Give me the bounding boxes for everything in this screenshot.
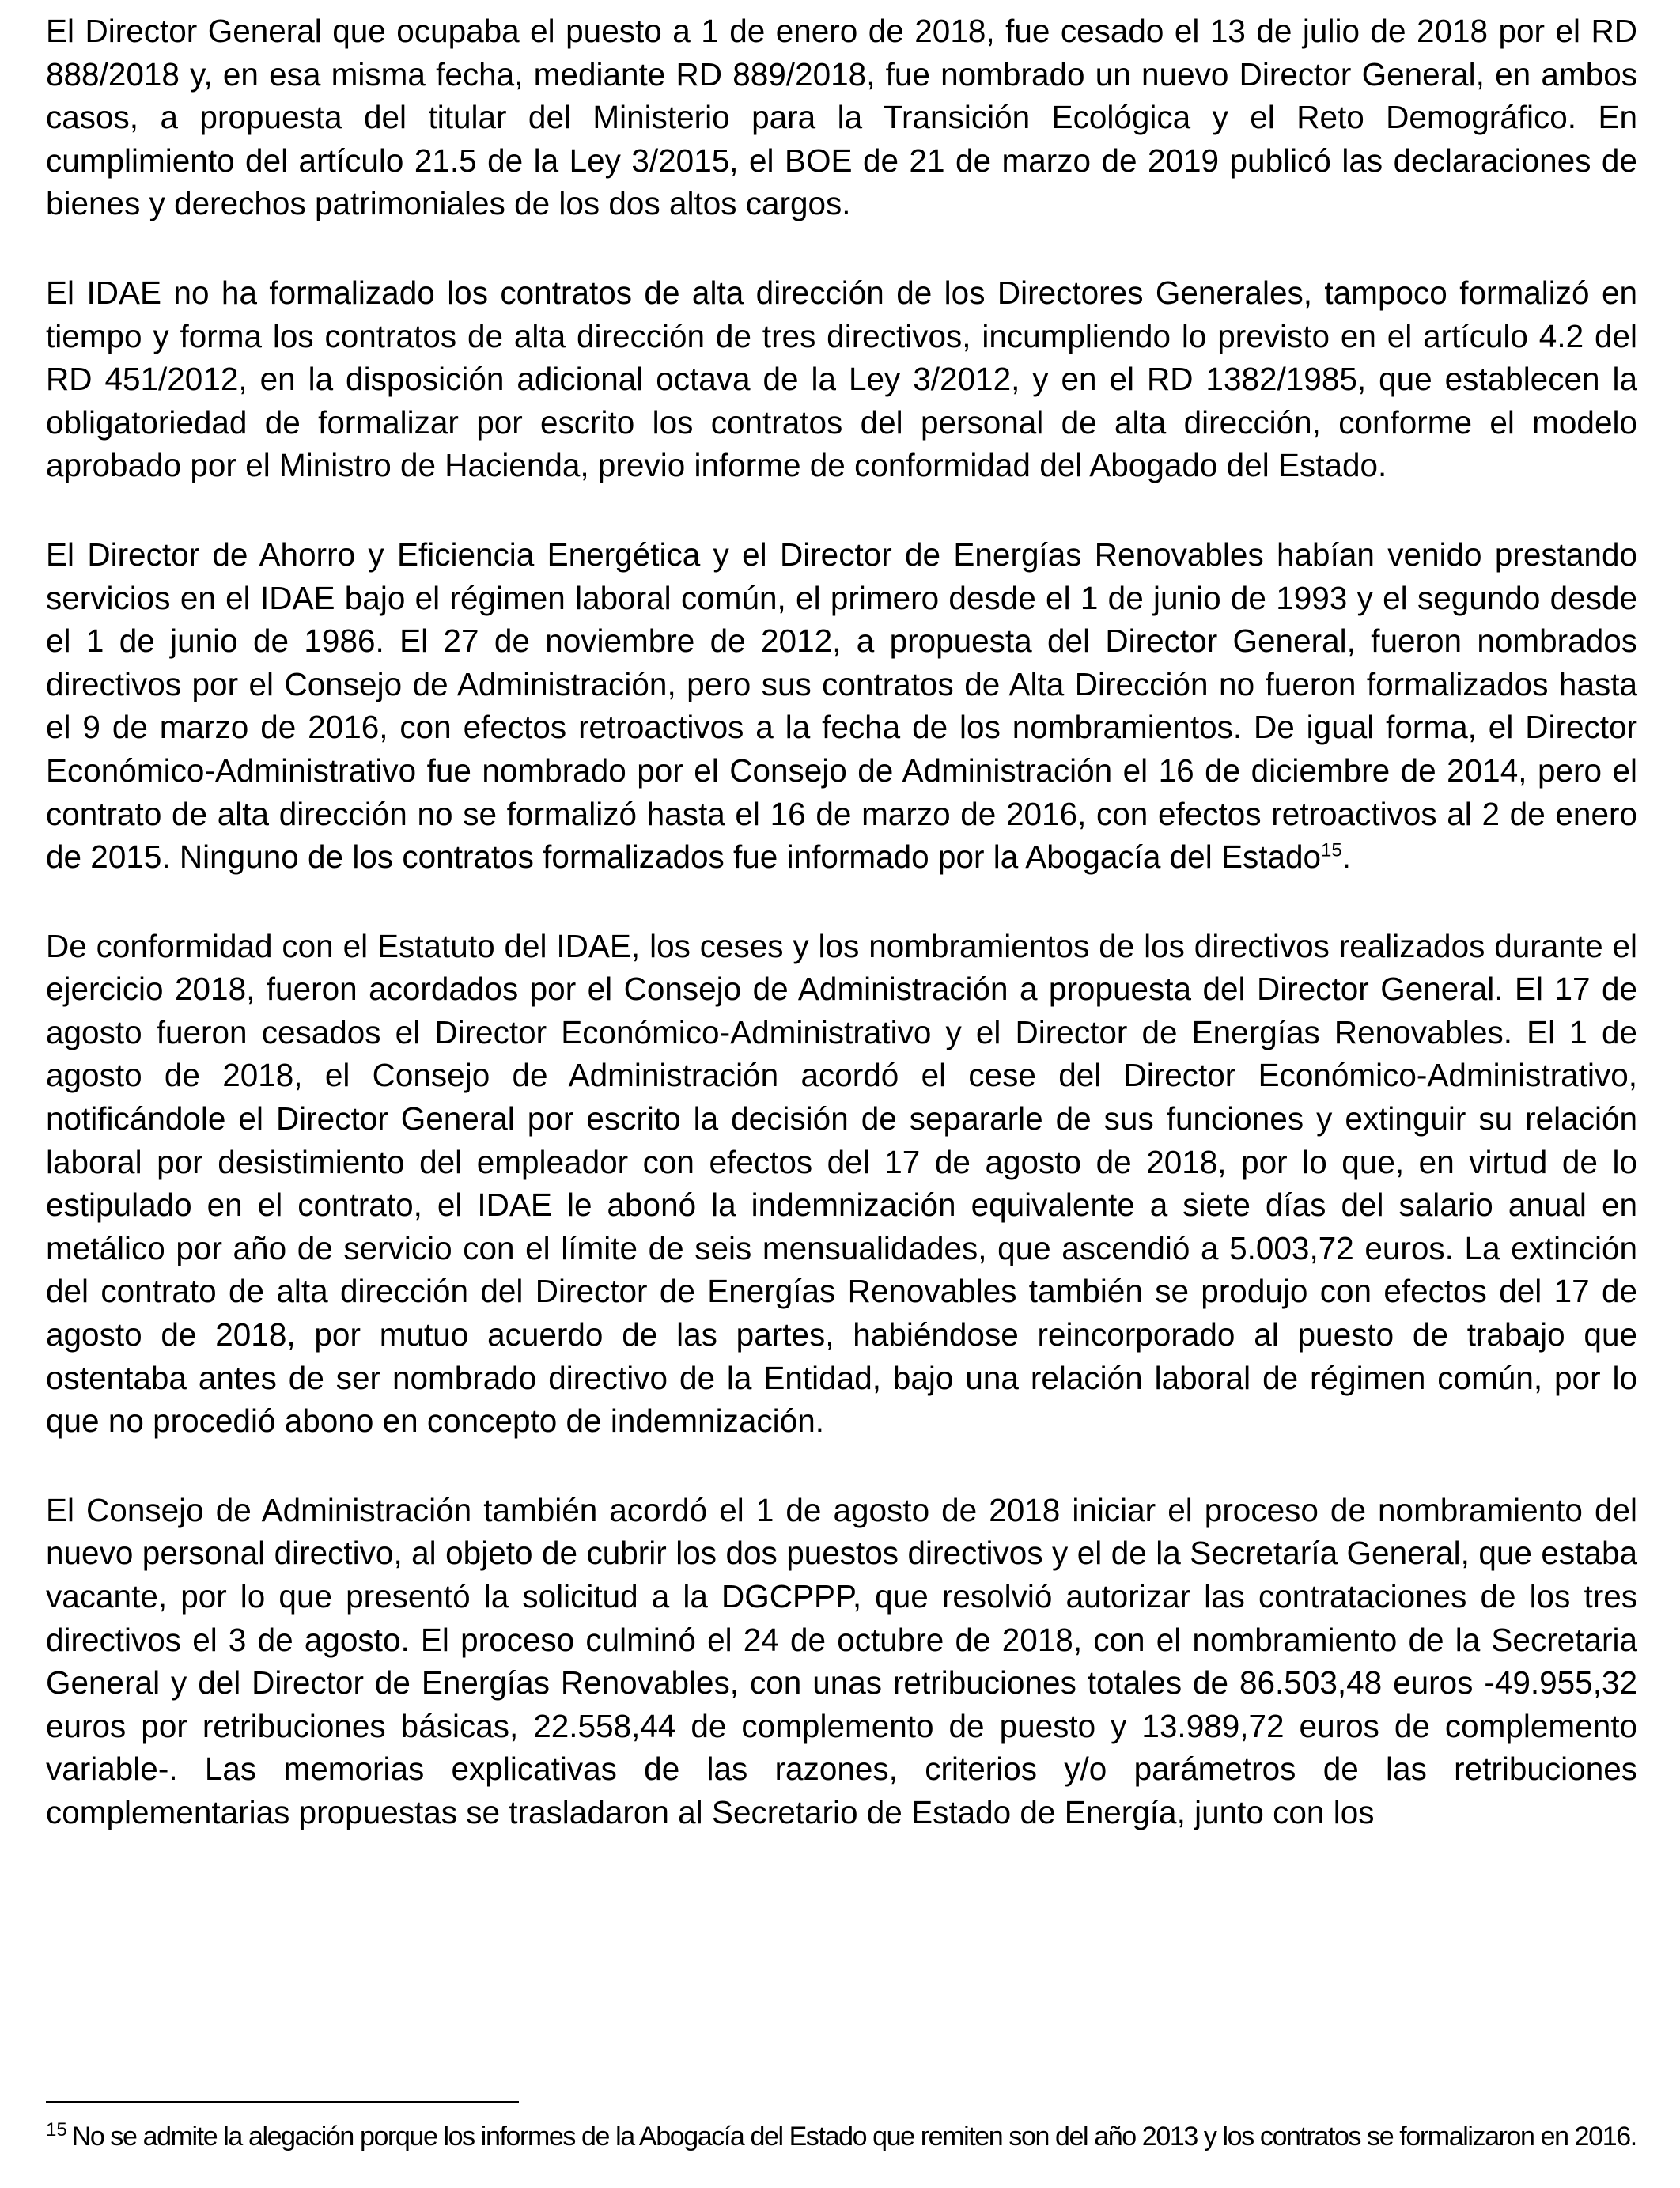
paragraph-contratos-alta-direccion — [46, 271, 1637, 487]
paragraph-text: El Consejo de Administración también acordó el 1 de agosto de 2018 iniciar el proceso de nombramiento del nuevo personal directivo, al objeto de cubrir los dos puestos directivos y el de la Secretaría General, que estaba vacante, por lo que presentó la solicitud a la DGCPPP, que resolvió autorizar las contrataciones de los tres directivos el 3 de agosto. El proceso culminó el 24 de octubre de 2018, con el nombramiento de la Secretaria General y del Director de Energías Renovables, con unas retribuciones totales de 86.503,48 euros -49.955,32 euros por retribuciones básicas, 22.558,44 de complemento de puesto y 13.989,72 euros de complemento variable-. Las memorias explicativas de las razones, criterios y/o parámetros de las retribuciones complementarias propuestas se trasladaron al Secretario de Estado de Energía, junto con los — [46, 1491, 1637, 1830]
paragraph-tail: . — [1341, 838, 1351, 876]
paragraph-directores-ahorro-renovables — [46, 533, 1637, 879]
footnote-text: No se admite la alegación porque los informes de la Abogacía del Estado que remiten son del año 2013 y los contratos se formalizaron en 2016. — [71, 2122, 1636, 2152]
footnote-number: 15 — [46, 2118, 67, 2141]
footnote-reference[interactable]: 15 — [1321, 839, 1342, 861]
paragraph-ceses-nombramientos — [46, 925, 1637, 1443]
footnote — [46, 2120, 1637, 2153]
footnote-separator — [46, 2101, 519, 2103]
paragraph-text: El Director de Ahorro y Eficiencia Energética y el Director de Energías Renovables habían venido prestando servicios en el IDAE bajo el régimen laboral común, el primero desde el 1 de junio de 1993 y el segundo desde el 1 de junio de 1986. El 27 de noviembre de 2012, a propuesta del Director General, fueron nombrados directivos por el Consejo de Administración, pero sus contratos de Alta Dirección no fueron formalizados hasta el 9 de marzo de 2016, con efectos retroactivos a la fecha de los nombramientos. De igual forma, el Director Económico-Administrativo fue nombrado por el Consejo de Administración el 16 de diciembre de 2014, pero el contrato de alta dirección no se formalizó hasta el 16 de marzo de 2016, con efectos retroactivos al 2 de enero de 2015. Ninguno de los contratos formalizados fue informado por la Abogacía del Estado — [46, 536, 1637, 876]
paragraph-text: El IDAE no ha formalizado los contratos de alta dirección de los Directores Generales, tampoco formalizó en tiempo y forma los contratos de alta dirección de tres directivos, incumpliendo lo previsto en el artículo 4.2 del RD 451/2012, en la disposición adicional octava de la Ley 3/2012, y en el RD 1382/1985, que establecen la obligatoriedad de formalizar por escrito los contratos del personal de alta dirección, conforme el modelo aprobado por el Ministro de Hacienda, previo informe de conformidad del Abogado del Estado. — [46, 274, 1637, 484]
paragraph-text: De conformidad con el Estatuto del IDAE, los ceses y los nombramientos de los directivos realizados durante el ejercicio 2018, fueron acordados por el Consejo de Administración a propuesta del Director General. El 17 de agosto fueron cesados el Director Económico-Administrativo y el Director de Energías Renovables. El 1 de agosto de 2018, el Consejo de Administración acordó el cese del Director Económico-Administrativo, notificándole el Director General por escrito la decisión de separarle de sus funciones y extinguir su relación laboral por desistimiento del empleador con efectos del 17 de agosto de 2018, por lo que, en virtud de lo estipulado en el contrato, el IDAE le abonó la indemnización equivalente a siete días del salario anual en metálico por año de servicio con el límite de seis mensualidades, que ascendió a 5.003,72 euros. La extinción del contrato de alta dirección del Director de Energías Renovables también se produjo con efectos del 17 de agosto de 2018, por mutuo acuerdo de las partes, habiéndose reincorporado al puesto de trabajo que ostentaba antes de ser nombrado directivo de la Entidad, bajo una relación laboral de régimen común, por lo que no procedió abono en concepto de indemnización. — [46, 927, 1637, 1440]
paragraph-nuevo-personal-directivo — [46, 1489, 1637, 1834]
paragraph-text: El Director General que ocupaba el puesto a 1 de enero de 2018, fue cesado el 13 de julio de 2018 por el RD 888/2018 y, en esa misma fecha, mediante RD 889/2018, fue nombrado un nuevo Director General, en ambos casos, a propuesta del titular del Ministerio para la Transición Ecológica y el Reto Demográfico. En cumplimiento del artículo 21.5 de la Ley 3/2015, el BOE de 21 de marzo de 2019 publicó las declaraciones de bienes y derechos patrimoniales de los dos altos cargos. — [46, 13, 1637, 222]
paragraph-director-general — [46, 9, 1637, 225]
document-body — [46, 9, 1637, 1834]
